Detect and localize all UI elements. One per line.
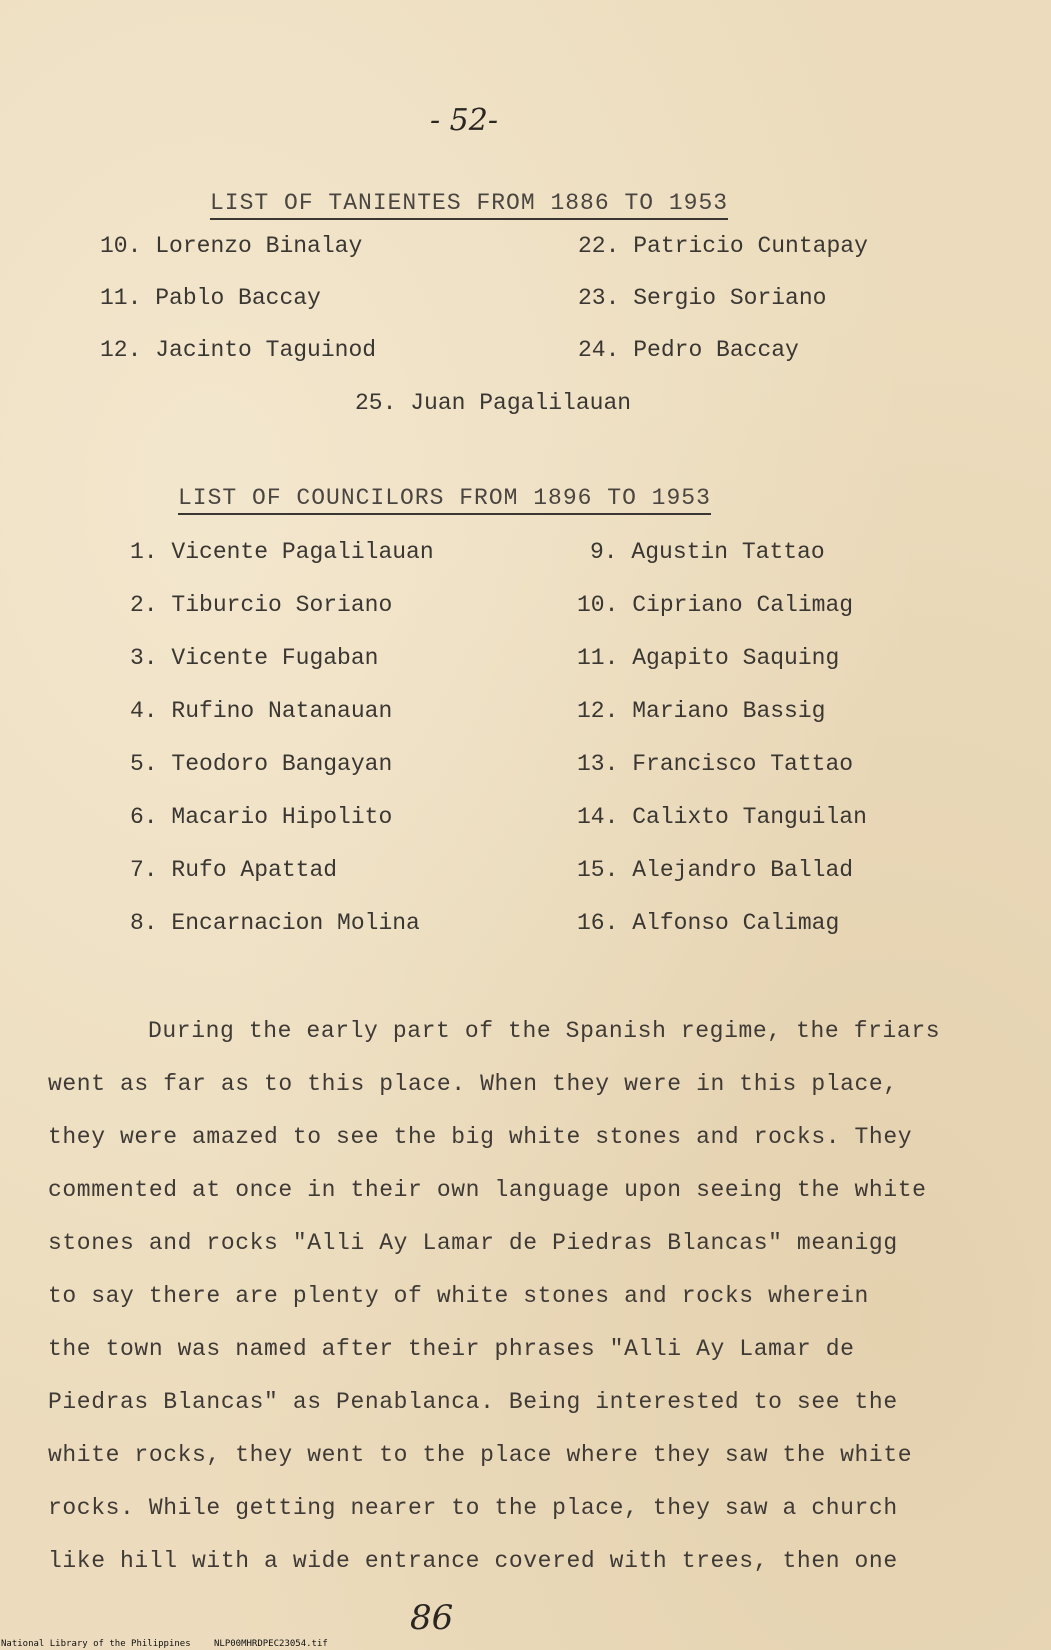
item-name: Cipriano Calimag	[632, 592, 854, 618]
paragraph-line: Piedras Blancas" as Penablanca. Being interested to see the	[48, 1389, 898, 1415]
item-number: 2.	[130, 592, 158, 618]
item-name: Alejandro Ballad	[632, 857, 854, 883]
list-item	[577, 698, 825, 724]
item-name: Rufo Apattad	[171, 857, 338, 883]
item-name: Juan Pagalilauan	[410, 390, 632, 416]
item-name: Vicente Fugaban	[171, 645, 379, 671]
list-item	[577, 910, 839, 936]
list-item	[130, 751, 392, 777]
list-item	[130, 592, 392, 618]
list-item	[577, 645, 839, 671]
list-item	[355, 390, 631, 416]
item-number: 22.	[578, 233, 620, 259]
item-name: Agustin Tattao	[631, 539, 825, 565]
list-item	[100, 285, 321, 311]
item-number: 11.	[577, 645, 619, 671]
item-name: Pedro Baccay	[633, 337, 799, 363]
item-name: Teodoro Bangayan	[171, 751, 393, 777]
item-name: Vicente Pagalilauan	[171, 539, 434, 565]
paragraph-line: commented at once in their own language upon seeing the white	[48, 1177, 927, 1203]
list-item	[130, 698, 392, 724]
item-name: Calixto Tanguilan	[632, 804, 867, 830]
tenientes-heading: LIST OF TANIENTES FROM 1886 TO 1953	[210, 190, 728, 220]
item-number: 1.	[130, 539, 158, 565]
item-name: Patricio Cuntapay	[633, 233, 868, 259]
list-item	[130, 804, 392, 830]
paragraph-line: white rocks, they went to the place where they saw the white	[48, 1442, 913, 1468]
item-number: 23.	[578, 285, 620, 311]
footer-filename: NLP00MHRDPEC23054.tif	[214, 1639, 328, 1649]
item-name: Rufino Natanauan	[171, 698, 393, 724]
item-number: 24.	[578, 337, 620, 363]
item-name: Jacinto Taguinod	[155, 337, 377, 363]
page-number: - 52-	[430, 103, 498, 138]
list-item	[130, 910, 420, 936]
item-number: 13.	[577, 751, 619, 777]
councilors-heading: LIST OF COUNCILORS FROM 1896 TO 1953	[178, 485, 711, 515]
item-name: Macario Hipolito	[171, 804, 393, 830]
item-number: 25.	[355, 390, 397, 416]
item-name: Alfonso Calimag	[632, 910, 840, 936]
list-item	[577, 804, 867, 830]
paragraph-line: they were amazed to see the big white stones and rocks. They	[48, 1124, 913, 1150]
list-item	[577, 857, 853, 883]
list-item	[578, 233, 868, 259]
item-name: Agapito Saquing	[632, 645, 840, 671]
paragraph-line: like hill with a wide entrance covered with trees, then one	[48, 1548, 898, 1574]
item-number: 15.	[577, 857, 619, 883]
item-name: Pablo Baccay	[155, 285, 321, 311]
handwritten-page-mark: 86	[410, 1598, 454, 1638]
item-number: 6.	[130, 804, 158, 830]
paragraph-line: the town was named after their phrases "Alli Ay Lamar de	[48, 1336, 855, 1362]
paragraph-line: During the early part of the Spanish regime, the friars	[148, 1018, 941, 1044]
item-number: 3.	[130, 645, 158, 671]
item-name: Lorenzo Binalay	[155, 233, 363, 259]
paragraph-line: went as far as to this place. When they were in this place,	[48, 1071, 898, 1097]
item-name: Tiburcio Soriano	[171, 592, 393, 618]
paragraph-line: stones and rocks "Alli Ay Lamar de Piedras Blancas" meanigg	[48, 1230, 898, 1256]
item-number: 14.	[577, 804, 619, 830]
list-item	[100, 337, 376, 363]
paragraph-line: to say there are plenty of white stones and rocks wherein	[48, 1283, 869, 1309]
paragraph-line: rocks. While getting nearer to the place, they saw a church	[48, 1495, 898, 1521]
item-name: Mariano Bassig	[632, 698, 826, 724]
item-number: 12.	[577, 698, 619, 724]
footer-library-name: National Library of the Philippines	[1, 1639, 191, 1649]
list-item	[100, 233, 362, 259]
list-item	[590, 539, 825, 565]
item-number: 7.	[130, 857, 158, 883]
list-item	[577, 592, 853, 618]
item-number: 11.	[100, 285, 142, 311]
history-paragraph	[48, 1018, 1028, 1601]
item-number: 4.	[130, 698, 158, 724]
list-item	[578, 337, 799, 363]
item-number: 12.	[100, 337, 142, 363]
item-number: 10.	[100, 233, 142, 259]
item-name: Francisco Tattao	[632, 751, 854, 777]
list-item	[130, 539, 434, 565]
item-number: 5.	[130, 751, 158, 777]
list-item	[130, 645, 378, 671]
item-name: Encarnacion Molina	[171, 910, 420, 936]
item-name: Sergio Soriano	[633, 285, 827, 311]
list-item	[130, 857, 337, 883]
item-number: 10.	[577, 592, 619, 618]
item-number: 16.	[577, 910, 619, 936]
list-item	[578, 285, 826, 311]
list-item	[577, 751, 853, 777]
item-number: 9.	[590, 539, 618, 565]
item-number: 8.	[130, 910, 158, 936]
